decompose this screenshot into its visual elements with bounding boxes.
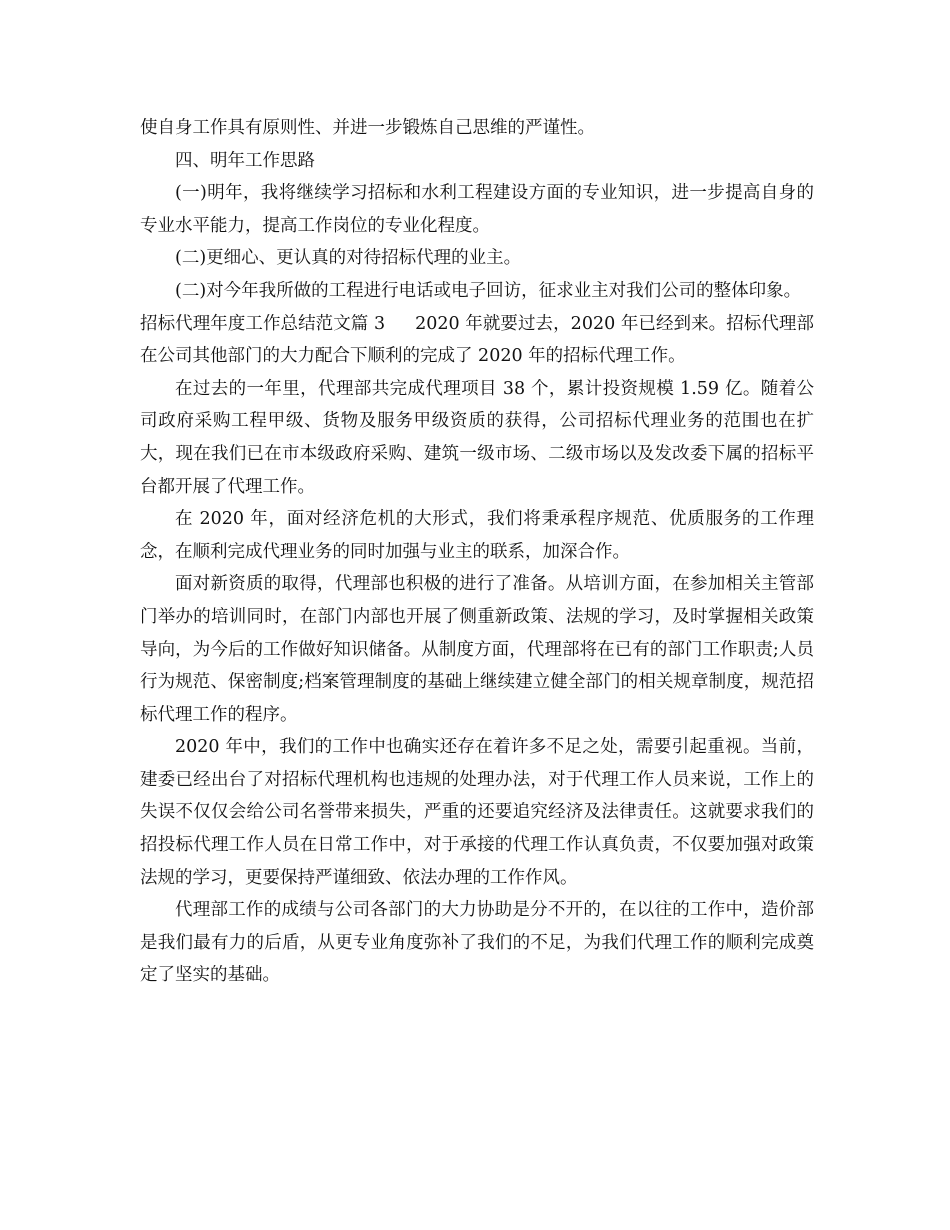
plan-item-1: (一)明年，我将继续学习招标和水利工程建设方面的专业知识，进一步提高自身的专业水平能力，提高工作岗位的专业化程度。 [140,183,814,236]
plan-item-2: (二)更细心、更认真的对待招标代理的业主。 [175,248,522,269]
document-page [140,112,814,992]
section-title: 招标代理年度工作总结范文篇 3 [140,313,386,334]
body-paragraph: 在过去的一年里，代理部共完成代理项目 38 个，累计投资规模 1.59 亿。随着公司政府采购工程甲级、货物及服务甲级资质的获得，公司招标代理业务的范围也在扩大，现在我们已在市本级政府采购、建筑一级市场、二级市场以及发改委下属的招标平台都开展了代理工作。 [140,378,814,497]
section-intro-paragraph [140,308,814,373]
section-heading-next-year-plan: 四、明年工作思路 [175,150,315,171]
body-paragraph: 在 2020 年，面对经济危机的大形式，我们将秉承程序规范、优质服务的工作理念，在顺利完成代理业务的同时加强与业主的联系，加深合作。 [140,509,814,562]
section-intro-text: 2020 年就要过去，2020 年已经到来。招标代理部在公司其他部门的大力配合下顺利的完成了 2020 年的招标代理工作。 [140,313,814,367]
body-paragraph: 代理部工作的成绩与公司各部门的大力协助是分不开的，在以往的工作中，造价部是我们最有力的后盾，从更专业角度弥补了我们的不足，为我们代理工作的顺利完成奠定了坚实的基础。 [140,900,814,986]
body-paragraph: 面对新资质的取得，代理部也积极的进行了准备。从培训方面，在参加相关主管部门举办的培训同时，在部门内部也开展了侧重新政策、法规的学习，及时掌握相关政策导向，为今后的工作做好知识储备。从制度方面，代理部将在已有的部门工作职责;人员行为规范、保密制度;档案管理制度的基础上继续建立健全部门的相关规章制度，规范招标代理工作的程序。 [140,574,814,725]
plan-item-3: (二)对今年我所做的工程进行电话或电子回访，征求业主对我们公司的整体印象。 [175,280,802,301]
body-paragraph: 2020 年中，我们的工作中也确实还存在着许多不足之处，需要引起重视。当前，建委已经出台了对招标代理机构也违规的处理办法，对于代理工作人员来说，工作上的失误不仅仅会给公司名誉带来损失，严重的还要追究经济及法律责任。这就要求我们的招投标代理工作人员在日常工作中，对于承接的代理工作认真负责，不仅要加强对政策法规的学习，更要保持严谨细致、依法办理的工作作风。 [140,737,814,888]
paragraph-continuation: 使自身工作具有原则性、并进一步锻炼自己思维的严谨性。 [140,118,595,138]
